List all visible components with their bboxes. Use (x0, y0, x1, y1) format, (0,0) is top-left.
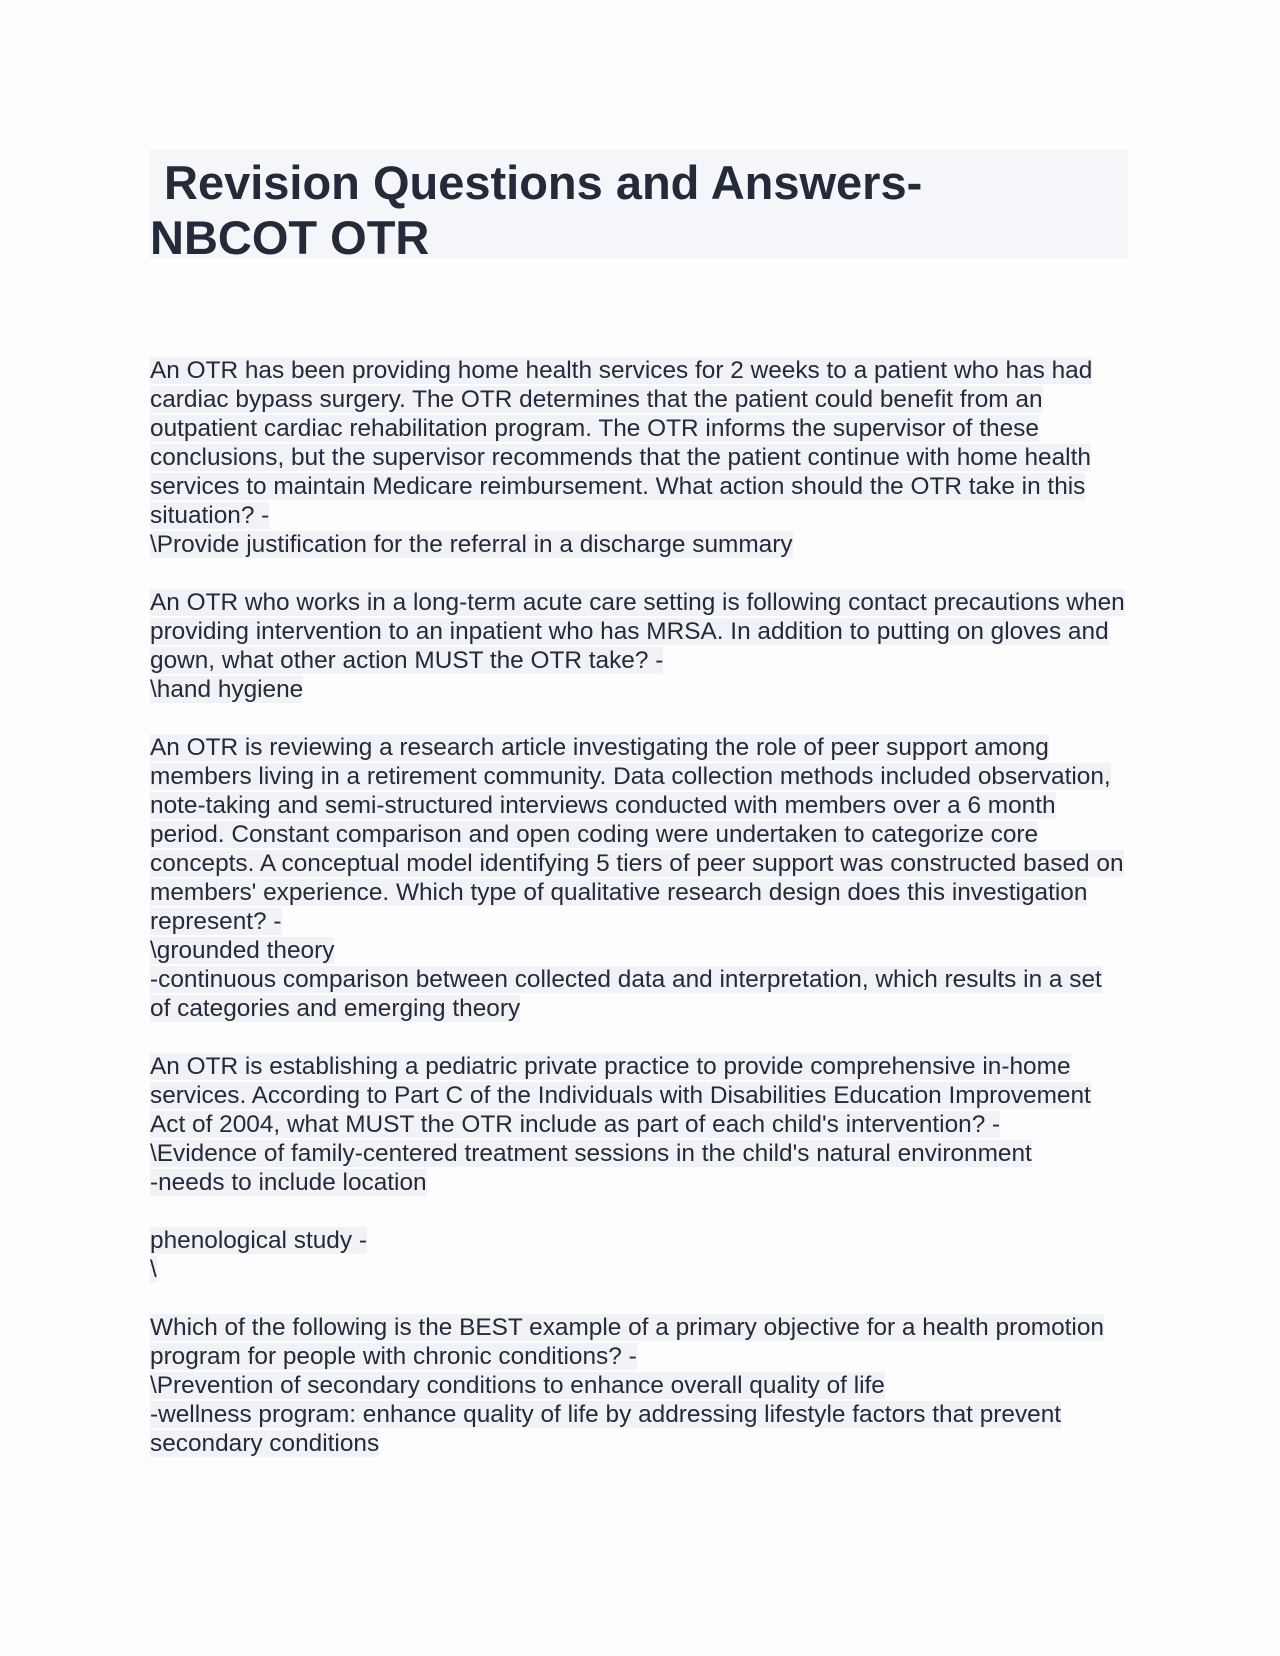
title-line-1: Revision Questions and Answers- (164, 156, 923, 209)
question-text: Which of the following is the BEST example of a primary objective for a health promotion program for people with chronic conditions? - (150, 1314, 1104, 1370)
document-title (150, 155, 1128, 265)
qa-entry (150, 588, 1128, 704)
qa-entry (150, 1226, 1128, 1284)
answer-text: \Provide justification for the referral in a discharge summary (150, 531, 793, 558)
qa-entry (150, 1313, 1128, 1458)
qa-entry (150, 1052, 1128, 1197)
answer-note: -needs to include location (150, 1169, 427, 1196)
title-line-2: NBCOT OTR (150, 211, 430, 264)
question-text: An OTR is establishing a pediatric private practice to provide comprehensive in-home services. According to Part C of the Individuals with Disabilities Education Improvement Act of 2004, what MUST the OTR include as part of each child's intervention? - (150, 1053, 1091, 1138)
answer-text: \Prevention of secondary conditions to enhance overall quality of life (150, 1372, 885, 1399)
question-text: An OTR is reviewing a research article investigating the role of peer support among members living in a retirement community. Data collection methods included observation, note-taking and semi-structured interviews conducted with members over a 6 month period. Constant comparison and open coding were undertaken to categorize core concepts. A conceptual model identifying 5 tiers of peer support was constructed based on members' experience. Which type of qualitative research design does this investigation represent? - (150, 734, 1124, 935)
answer-note: -continuous comparison between collected data and interpretation, which results in a set of categories and emerging theory (150, 966, 1102, 1022)
answer-text: \grounded theory (150, 937, 335, 964)
document-page (150, 149, 1128, 1487)
answer-text: \Evidence of family-centered treatment sessions in the child's natural environment (150, 1140, 1032, 1167)
answer-text: \ (150, 1256, 157, 1283)
question-text: An OTR has been providing home health services for 2 weeks to a patient who has had cardiac bypass surgery. The OTR determines that the patient could benefit from an outpatient cardiac rehabilitation program. The OTR informs the supervisor of these conclusions, but the supervisor recommends that the patient continue with home health services to maintain Medicare reimbursement. What action should the OTR take in this situation? - (150, 357, 1093, 529)
title-block (150, 149, 1128, 264)
qa-entry (150, 733, 1128, 1023)
answer-text: \hand hygiene (150, 676, 304, 703)
qa-list (150, 356, 1128, 1458)
answer-note: -wellness program: enhance quality of life by addressing lifestyle factors that prevent secondary conditions (150, 1401, 1062, 1457)
question-text: An OTR who works in a long-term acute care setting is following contact precautions when providing intervention to an inpatient who has MRSA. In addition to putting on gloves and gown, what other action MUST the OTR take? - (150, 589, 1125, 674)
qa-entry (150, 356, 1128, 559)
question-text: phenological study - (150, 1227, 367, 1254)
